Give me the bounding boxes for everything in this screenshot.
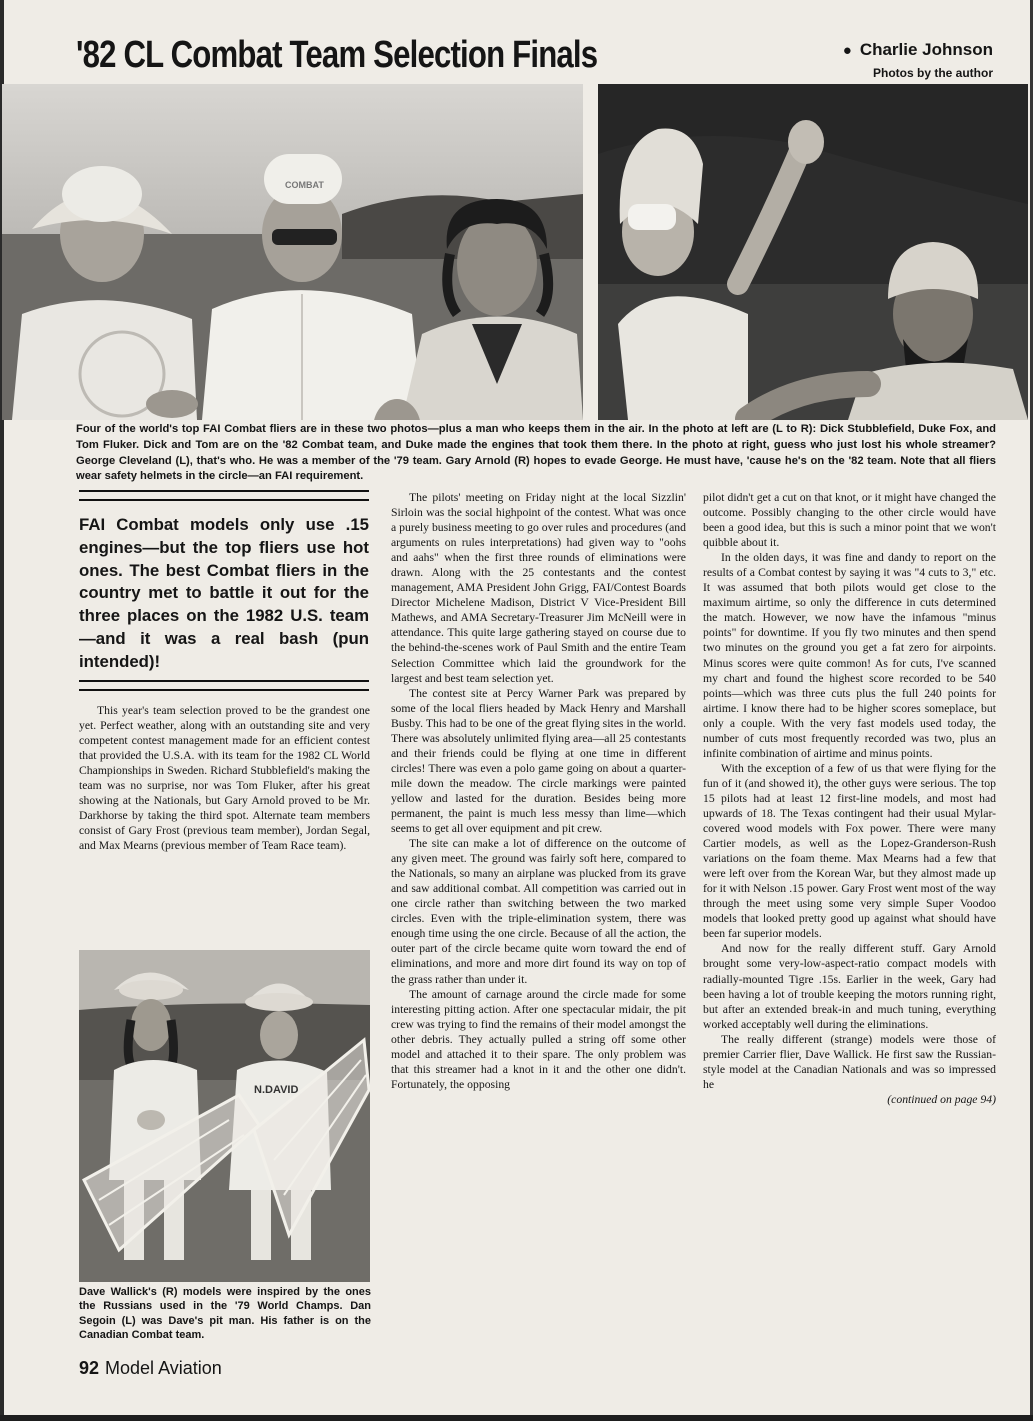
byline (843, 40, 993, 80)
column-2-paragraph-1: The pilots' meeting on Friday night at the local Sizzlin' Sirloin was the social highpoint of the contest. What was once a purely business meeting to go over rules and procedures (and arguments on rules interpretations) had given way to "oohs and aahs" when the first three rounds of eliminations were drawn. Along with the 25 contestants and the contest management, AMA President John Grigg, FAI/Contest Boards Director Michelene Madison, District V Vice-President Bill Mathews, and AMA Secretary-Treasurer Jim McNeill were in attendance. This quite large gathering stayed on course due to the behind-the-scenes work of Paul Smith and the entire Team Selection Committee which laid the groundwork for the largest and best team selection yet. (391, 491, 686, 685)
column-3-paragraph-4: And now for the really different stuff. Gary Arnold brought some very-low-aspect-ratio compact models with radially-mounted Tigre .15s. Earlier in the week, Gary had been having a lot of trouble keeping the motors running right, but after an extended break-in and much tuning, everything worked acceptably well during the eliminations. (703, 942, 996, 1031)
hat-label: COMBAT (285, 180, 324, 190)
column-1 (79, 703, 370, 853)
column-3-paragraph-5: The really different (strange) models were those of premier Carrier flier, Dave Wallick. He first saw the Russian-style model at the Canadian Nationals and was so impressed he (703, 1032, 996, 1091)
column-2 (391, 490, 686, 1092)
photo-helmeted-fliers-image (598, 84, 1028, 420)
photo-wallick-models (79, 950, 370, 1282)
author-name: ● Charlie Johnson (843, 40, 993, 60)
column-3-paragraph-2: In the olden days, it was fine and dandy to report on the results of a Combat contest by saying it was "4 cuts to 3," etc. It was assumed that both pilots would get close to the maximum airtime, so only the difference in cuts determined the match. However, we now have the infamous "minus points" for downtime. If you fly two minutes and then spend two minutes on the ground you get a fat zero for airpoints. Minus scores were quite common! As for cuts, I've scanned my chart and found the highest score recorded to be 540 points—which was three cuts plus the full 240 points for airtime. I know there had to be higher scores someplace, but only a couple. With the very fast models used today, the number of cuts most frequently recorded was two, plus an infinite combination of airtime and minus points. (703, 551, 996, 760)
photo-helmeted-fliers (598, 84, 1028, 420)
continued-note: (continued on page 94) (887, 1092, 996, 1106)
double-rule-bottom (79, 680, 369, 691)
photo-three-fliers-image (2, 84, 583, 420)
caption-bottom-photo: Dave Wallick's (R) models were inspired by the ones the Russians used in the '79 World Champs. Dan Segoin (L) was Dave's pit man. His father is on the Canadian Combat team. (79, 1286, 371, 1342)
shirt-lettering: N.DAVID (254, 1084, 299, 1096)
photo-three-fliers (2, 84, 583, 420)
column-1-paragraph: This year's team selection proved to be the grandest one yet. Perfect weather, along with an outstanding site and very competent contest management made for an efficient contest that provided the U.S.A. with its team for the 1982 CL World Championships in Sweden. Richard Stubblefield's making the team was no surprise, nor was Tom Fluker, after his great showing at the Nationals, but Gary Arnold proved to be Mr. Darkhorse by taking the third spot. Alternate team members consist of Gary Frost (previous team member), Jordan Segal, and Max Mearns (previous member of Team Race team). (79, 704, 370, 853)
lede-paragraph: FAI Combat models only use .15 engines—but the top fliers use hot ones. The best Combat fliers in the country met to battle it out for the three places on the 1982 U.S. team—and it was a real bash (pun intended)! (79, 515, 369, 671)
column-3-paragraph-1: pilot didn't get a cut on that knot, or it might have changed the outcome. Possibly changing to the other circle would have been a good idea, but this is such a minor point that we won't quibble about it. (703, 491, 996, 550)
scan-edge-bottom (0, 1415, 1033, 1421)
photo-credit: Photos by the author (873, 66, 993, 80)
column-3 (703, 490, 996, 1107)
column-3-paragraph-3: With the exception of a few of us that were flying for the fun of it (and showed it), the other guys were serious. The top 15 pilots had at least 12 first-line models, and most had upwards of 18. The Texas contingent had their usual Mylar-covered wood models with Fox power. There were many Cartier models, as well as the Lopez-Granderson-Rush variations on the foam theme. Max Mearns had a few that were left over from the Korean War, but they almost made up for it with Nelson .15 power. Gary Frost went most of the way through the meet using some very simple Super Voodoo models that looked pretty good up against what should have been far superior models. (703, 761, 996, 941)
column-2-paragraph-3: The site can make a lot of difference on the outcome of any given meet. The ground was fairly soft here, compared to the Nationals, so many an airplane was plucked from its grave and saw additional combat. All competition was carried out in one circle rather than switching between the two marked circles. Even with the triple-elimination system, there was enough time using the one circle. Because of all the action, the outer part of the circle became quite worn toward the end of eliminations, and more and more dirt found its way on top of the grass rather than under it. (391, 837, 686, 986)
article-title: '82 CL Combat Team Selection Finals (76, 34, 598, 76)
page-number: 92 (79, 1358, 100, 1378)
photo-wallick-models-image (79, 950, 370, 1282)
caption-top-photos: Four of the world's top FAI Combat fliers are in these two photos—plus a man who keeps them in the air. In the photo at left are (L to R): Dick Stubblefield, Duke Fox, and Tom Fluker. Dick and Tom are on the '82 Combat team, and Duke made the engines that took them there. In the photo at right, guess who just lost his whole streamer? George Cleveland (L), that's who. He was a member of the '79 team. Gary Arnold (R) hopes to evade George. He must have, 'cause he's on the '82 team. Note that all fliers wear safety helmets in the circle—an FAI requirement. (76, 423, 996, 483)
magazine-name: Model Aviation (105, 1358, 222, 1378)
column-2-paragraph-2: The contest site at Percy Warner Park was prepared by some of the local fliers headed by Mack Henry and Marshall Busby. This had to be one of the great flying sites in the world. There was absolutely unlimited flying area—all 25 contestants and their friends could be flying at one time in different circles! There was even a polo game going on about a quarter-mile down the meadow. The circle markings were painted yellow and lasted for the duration. Besides being more permanent, the paint is much less messy than lime—which seems to get all over equipment and pit crew. (391, 686, 686, 836)
double-rule-top (79, 490, 369, 501)
column-2-paragraph-4: The amount of carnage around the circle made for some interesting pitting action. After one spectacular midair, the pit crew was trying to find the remains of their model amongst the other debris. They actually pulled a string off some other model and attached it to their spare. The only problem was that this streamer had a knot in it and the other one didn't. Fortunately, the opposing (391, 987, 686, 1091)
page-folio (79, 1358, 222, 1379)
